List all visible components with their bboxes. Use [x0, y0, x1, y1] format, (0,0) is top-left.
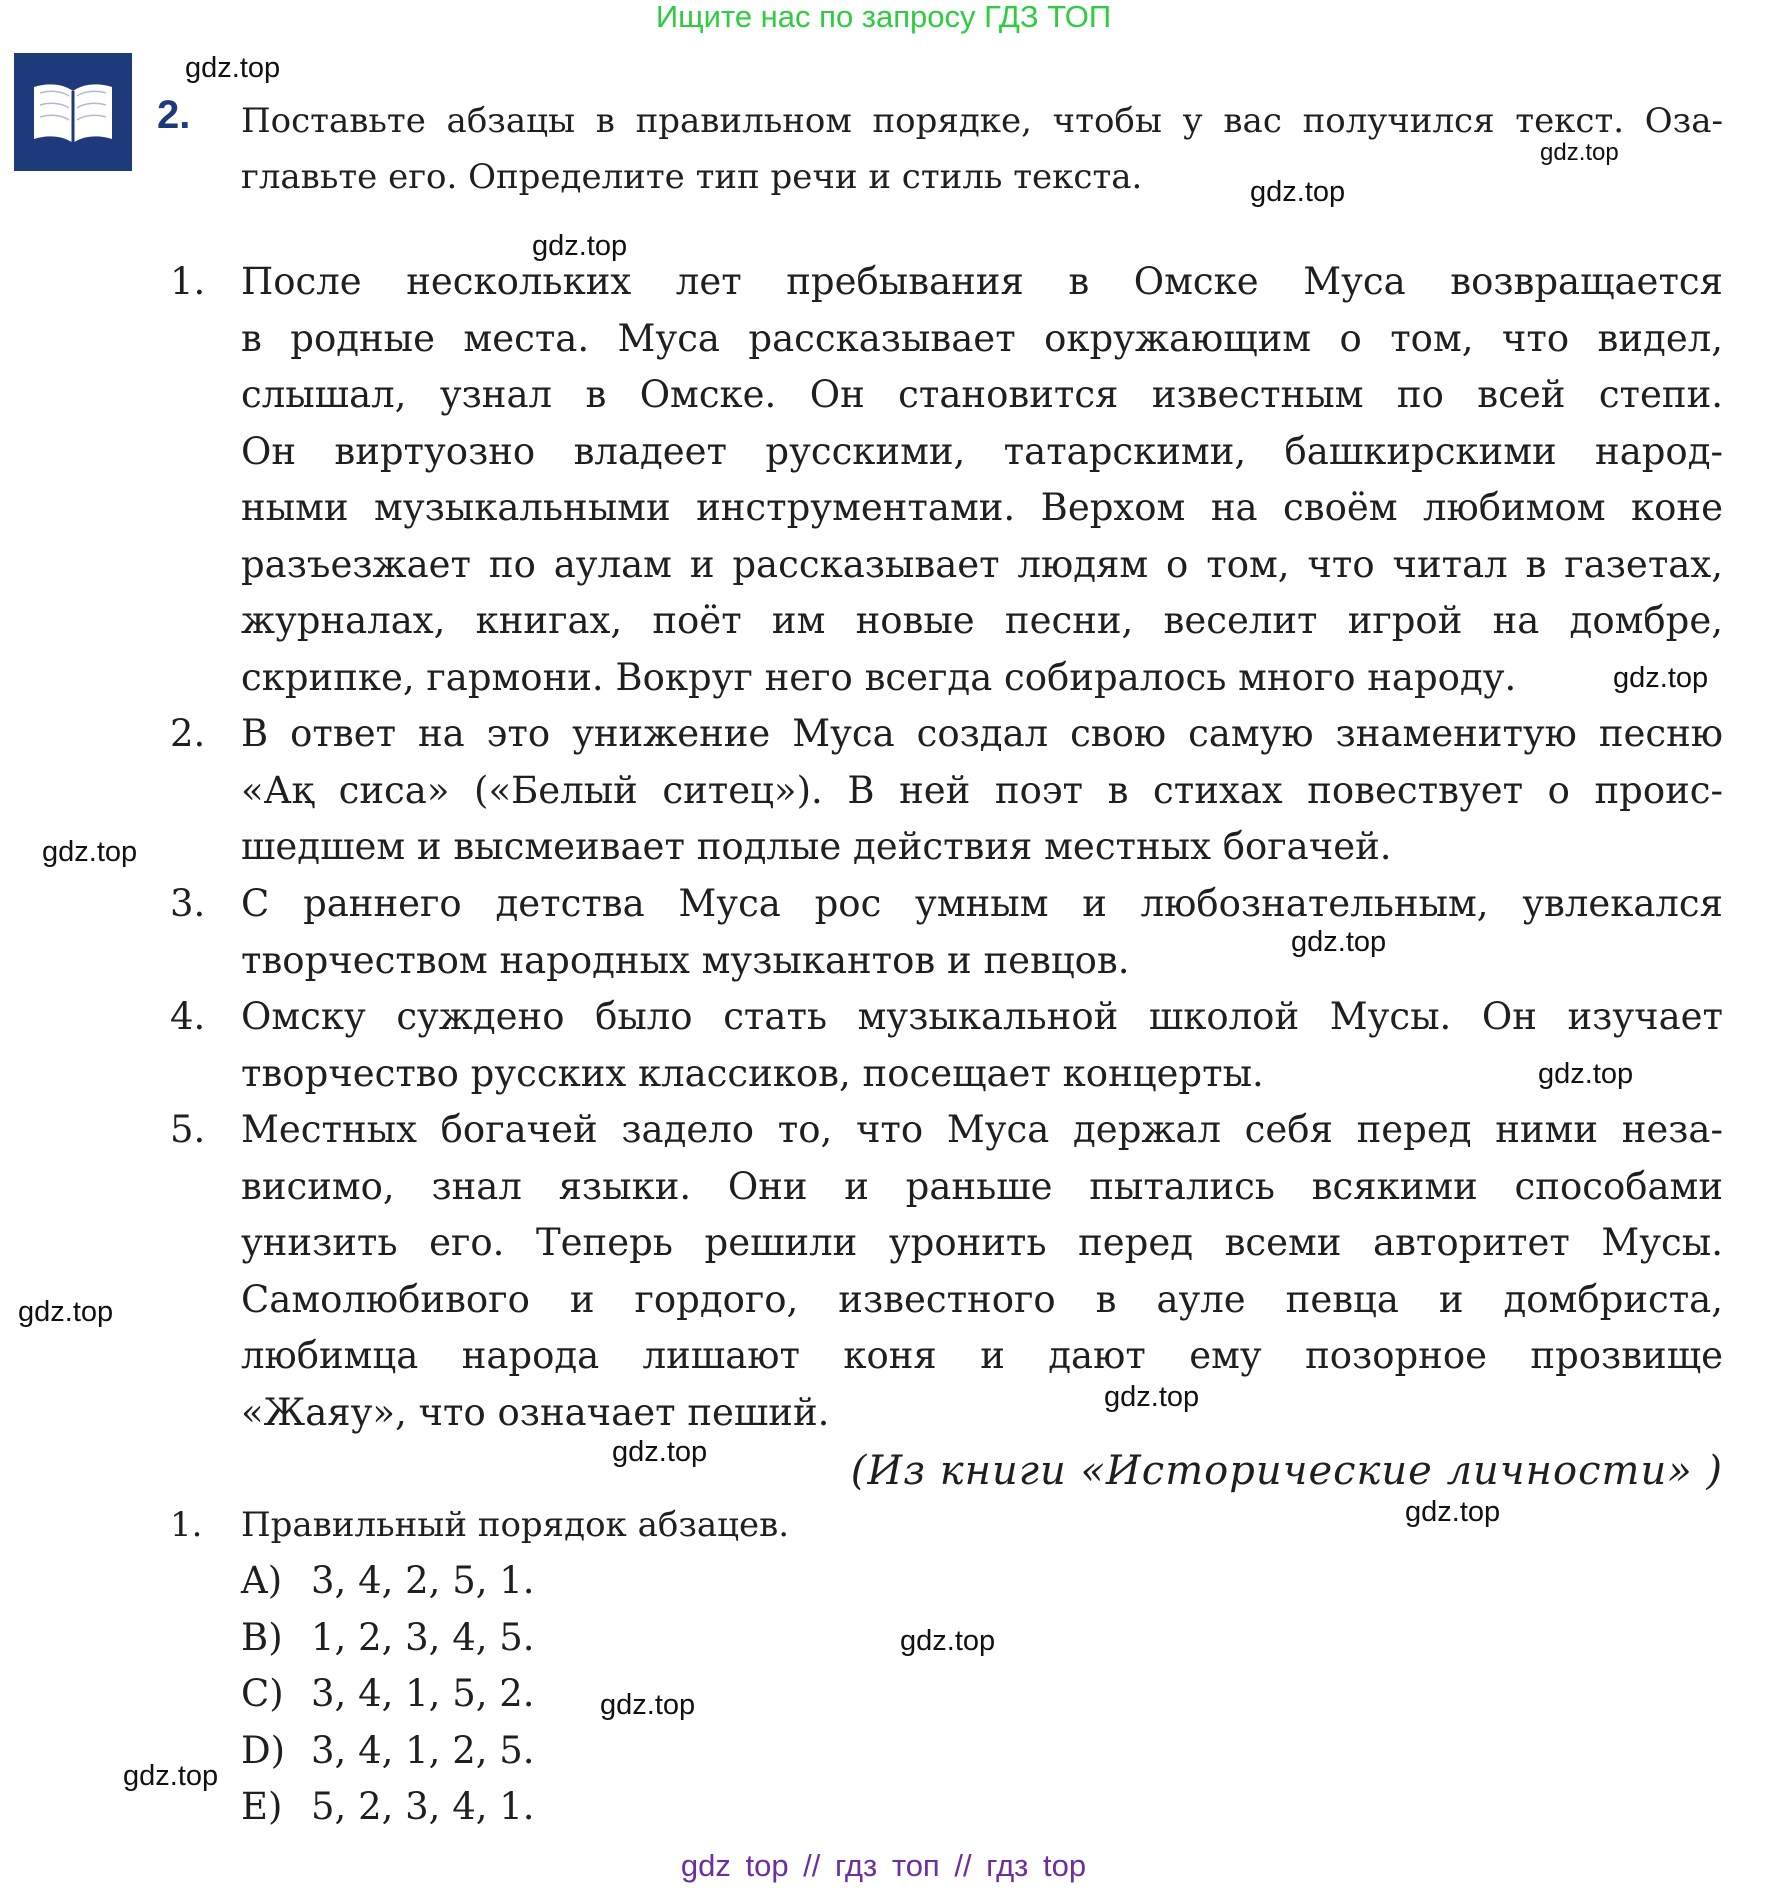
paragraph-line: творчество русских классиков, посещает концерты. [241, 1051, 1264, 1095]
answer-options [241, 1553, 535, 1836]
watermark: gdz.top [1104, 1381, 1200, 1413]
watermark: gdz.top [1250, 176, 1346, 208]
paragraph-line: унизить его. Теперь решили уронить перед всеми авторитет Мусы. [241, 1221, 1723, 1264]
paragraph-line: слышал, узнал в Омске. Он становится известным по всей степи. [241, 373, 1723, 416]
option-letter: E) [241, 1785, 283, 1828]
option-value: 3, 4, 2, 5, 1. [311, 1559, 535, 1602]
watermark: gdz.top [1405, 1496, 1501, 1528]
option-letter: C) [241, 1672, 284, 1715]
paragraph-number: 2. [170, 712, 206, 755]
task-line: Поставьте абзацы в правильном порядке, чтобы у вас получился текст. Оза- [241, 101, 1723, 141]
option-letter: A) [241, 1559, 283, 1602]
paragraph-line: «Жаяу», что означает пеший. [241, 1390, 830, 1434]
answer-option-c[interactable] [241, 1666, 535, 1723]
search-banner: Ищите нас по запросу ГДЗ ТОП [655, 0, 1112, 34]
paragraph-number: 1. [170, 260, 206, 303]
paragraph-line: разъезжает по аулам и рассказывает людям о том, что читал в газетах, [241, 542, 1723, 586]
paragraph-line: «Ақ сиса» («Белый ситец»). В ней поэт в стихах повествует о проис- [241, 768, 1723, 812]
option-letter: B) [241, 1615, 283, 1659]
watermark: gdz.top [1613, 662, 1709, 694]
paragraph-line: в родные места. Муса рассказывает окружающим о том, что видел, [241, 316, 1723, 360]
paragraph-line: журналах, книгах, поёт им новые песни, веселит игрой на домбре, [241, 599, 1723, 642]
question-text: Правильный порядок абзацев. [241, 1505, 790, 1545]
paragraph-number: 4. [170, 995, 206, 1038]
paragraph-line: Омску суждено было стать музыкальной школой Мусы. Он изучает [241, 995, 1723, 1038]
watermark: gdz.top [900, 1625, 996, 1657]
question-number: 1. [170, 1505, 203, 1545]
watermark: gdz.top [1540, 139, 1619, 166]
answer-option-e[interactable] [241, 1779, 535, 1836]
paragraph-line: ными музыкальными инструментами. Верхом на своём любимом коне [241, 486, 1723, 529]
watermark: gdz.top [123, 1760, 219, 1792]
paragraph-line: Он виртуозно владеет русскими, татарскими, башкирскими народ- [241, 429, 1723, 473]
watermark: gdz.top [185, 52, 281, 84]
paragraph-line: шедшем и высмеивает подлые действия местных богачей. [241, 825, 1392, 868]
answer-option-d[interactable] [241, 1723, 535, 1780]
task-number: 2. [157, 93, 191, 137]
option-value: 3, 4, 1, 2, 5. [311, 1728, 535, 1772]
watermark: gdz.top [1538, 1058, 1634, 1090]
source-citation: (Из книги «Исторические личности» ) [850, 1448, 1723, 1494]
paragraph-line: После нескольких лет пребывания в Омске Муса возвращается [241, 260, 1723, 303]
task-line: главьте его. Определите тип речи и стиль текста. [241, 157, 1143, 197]
paragraph-line: Местных богачей задело то, что Муса держал себя перед ними неза- [241, 1108, 1723, 1151]
paragraph-line: скрипке, гармони. Вокруг него всегда собиралось много народу. [241, 655, 1517, 699]
option-value: 3, 4, 1, 5, 2. [311, 1672, 535, 1715]
answer-option-b[interactable] [241, 1610, 535, 1667]
option-value: 1, 2, 3, 4, 5. [311, 1615, 535, 1659]
watermark: gdz.top [600, 1689, 696, 1721]
paragraph-line: С раннего детства Муса рос умным и любознательным, увлекался [241, 882, 1723, 925]
paragraph-line: любимца народа лишают коня и дают ему позорное прозвище [241, 1334, 1723, 1377]
watermark: gdz.top [42, 836, 138, 868]
paragraph-line: творчеством народных музыкантов и певцов. [241, 938, 1130, 982]
paragraph-line: В ответ на это унижение Муса создал свою самую знаменитую песню [241, 712, 1723, 755]
open-book-icon [14, 53, 132, 171]
answer-option-a[interactable] [241, 1553, 535, 1610]
option-letter: D) [241, 1728, 286, 1772]
paragraph-number: 3. [170, 882, 206, 925]
paragraph-line: висимо, знал языки. Они и раньше пытались всякими способами [241, 1164, 1723, 1208]
watermark: gdz.top [1291, 926, 1387, 958]
footer-watermark: gdz top // гдз топ // гдз top [680, 1848, 1087, 1883]
watermark: gdz.top [18, 1296, 114, 1328]
watermark: gdz.top [532, 230, 628, 262]
paragraph-line: Самолюбивого и гордого, известного в ауле певца и домбриста, [241, 1277, 1723, 1321]
paragraph-number: 5. [170, 1108, 206, 1151]
task-instructions [241, 93, 1723, 205]
watermark: gdz.top [612, 1436, 708, 1468]
option-value: 5, 2, 3, 4, 1. [311, 1785, 535, 1828]
